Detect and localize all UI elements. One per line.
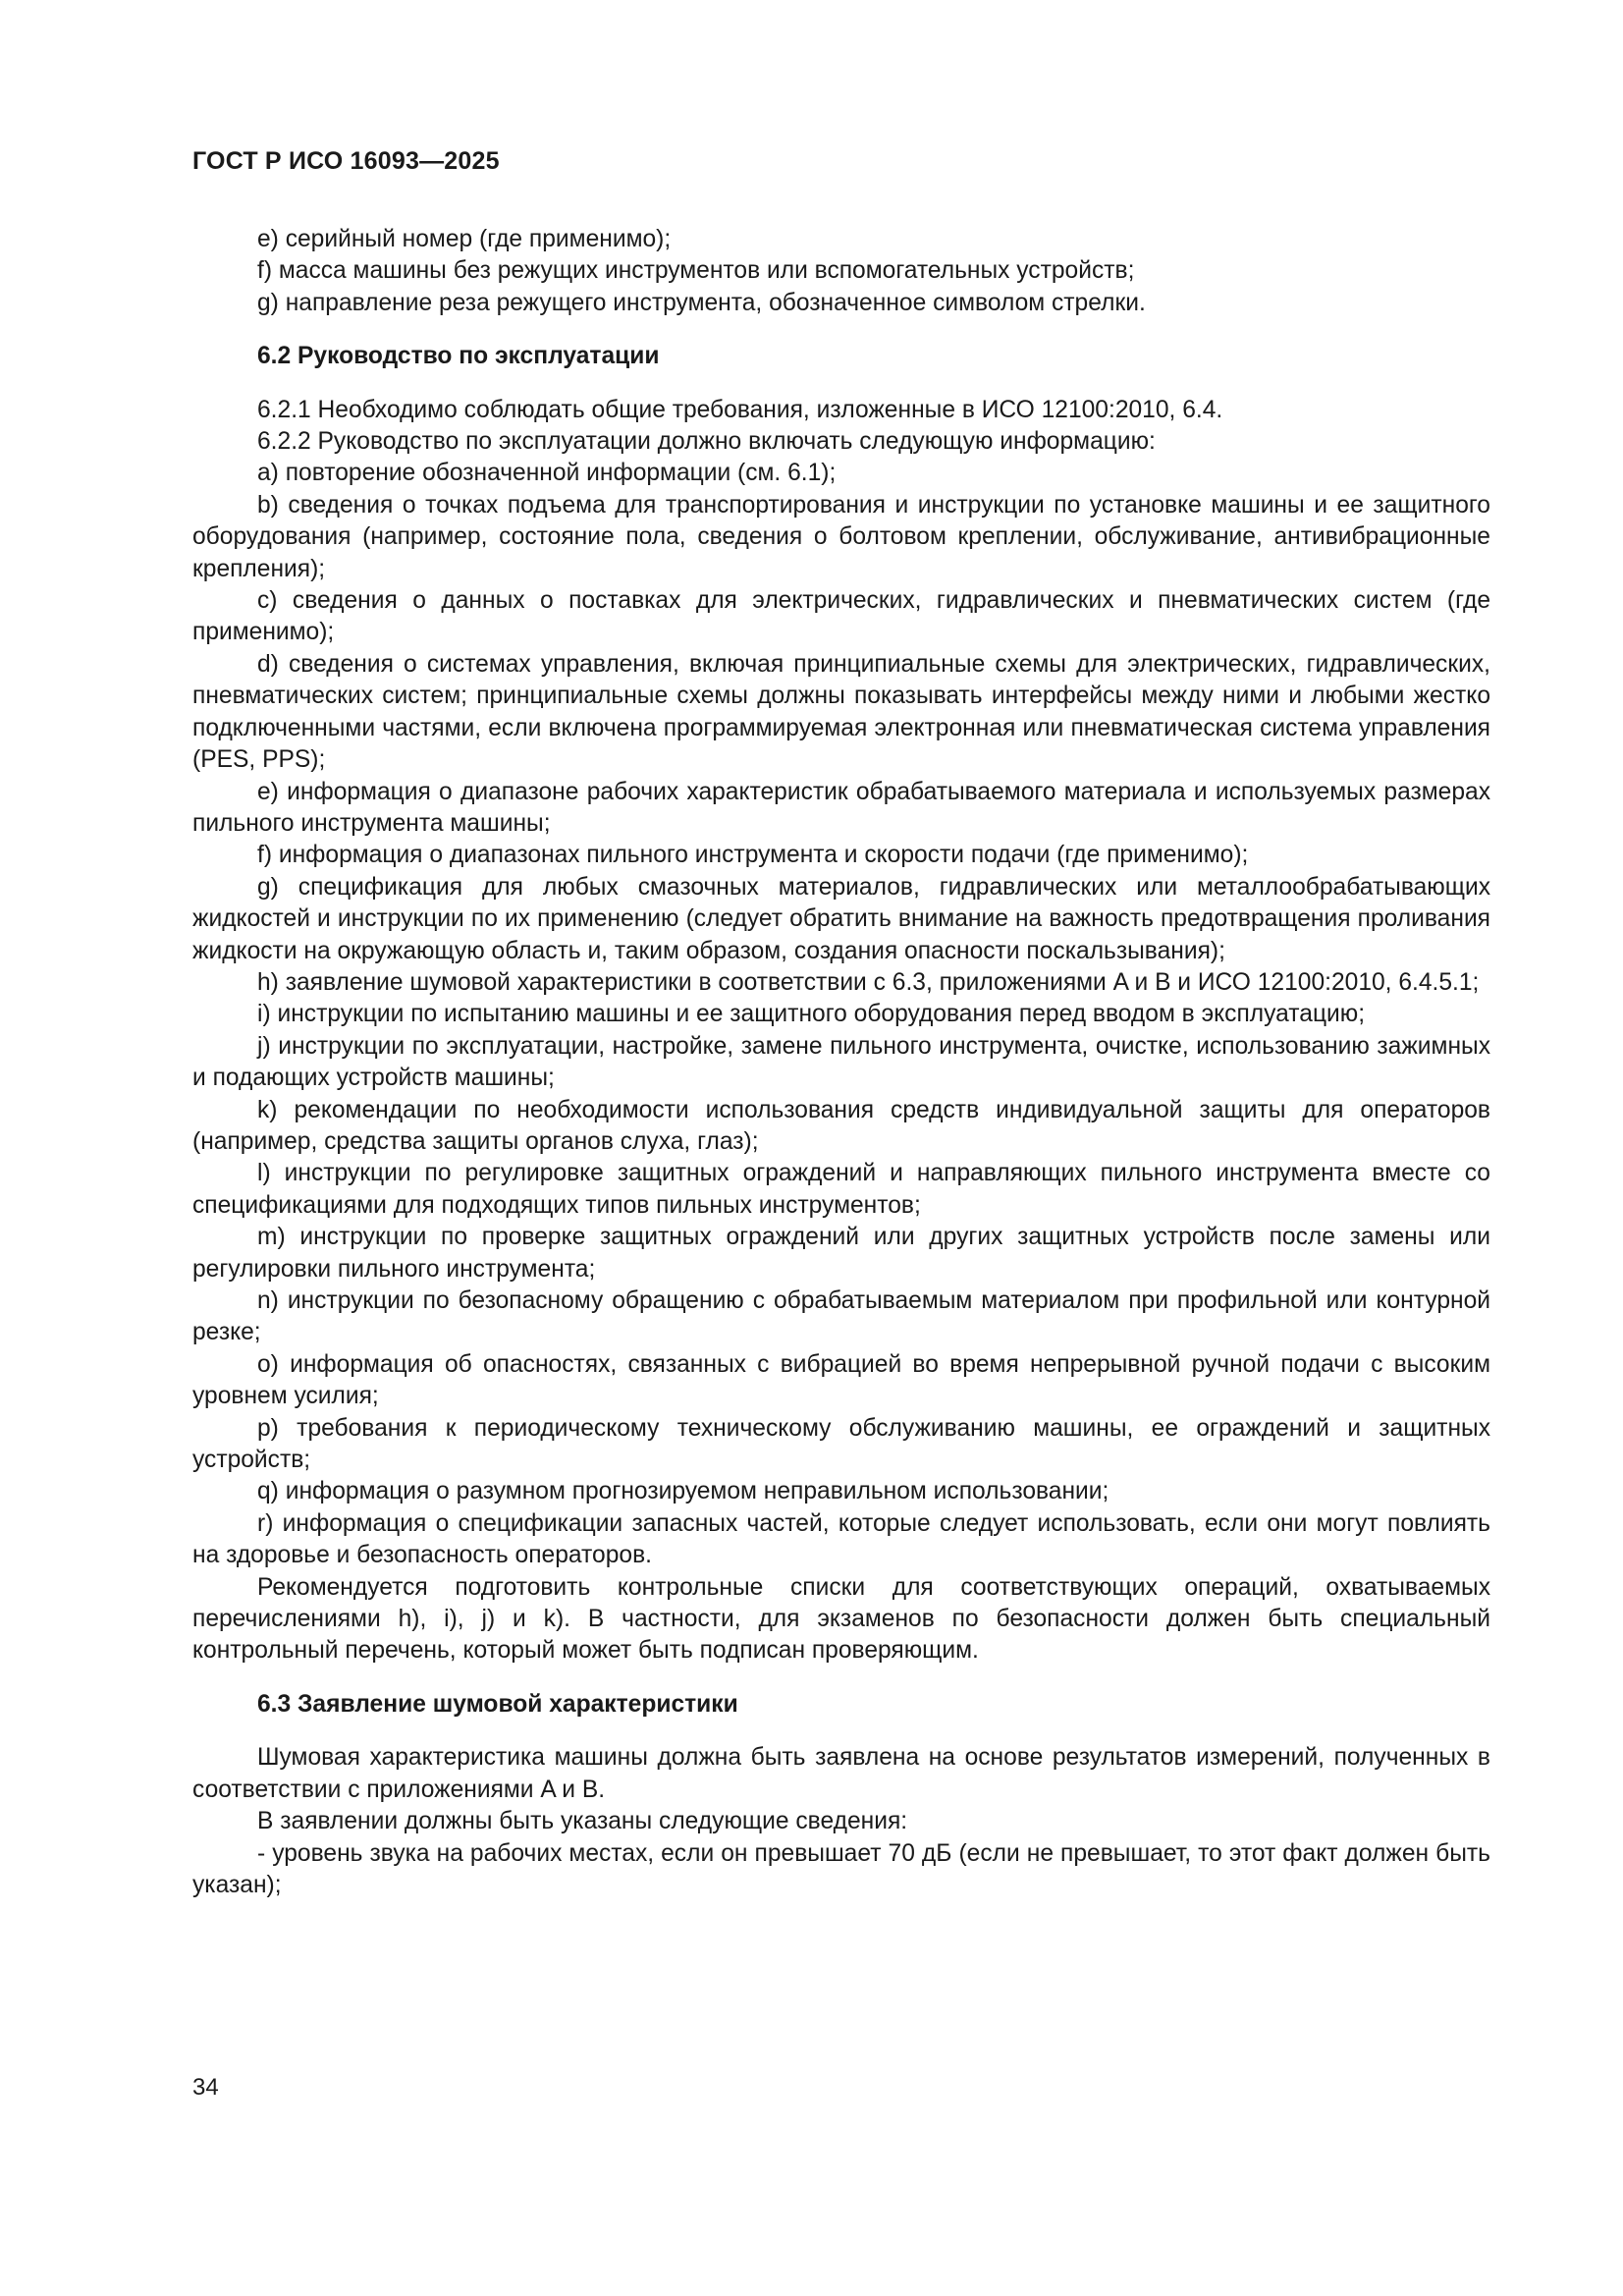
recommendation-paragraph: Рекомендуется подготовить контрольные списки для соответствующих операций, охватываемых перечислениями h), i), j) и k). В частности, для экзаменов по безопасности должен быть специальный контрольный перечень, который может быть подписан проверяющим.: [192, 1573, 1490, 1665]
paragraph-6-2-1: 6.2.1 Необходимо соблюдать общие требования, изложенные в ИСО 12100:2010, 6.4.: [257, 396, 1223, 423]
list-item-f-2: f) информация о диапазонах пильного инструмента и скорости подачи (где применимо);: [257, 842, 1249, 869]
list-item-d: d) сведения о системах управления, включая принципиальные схемы для электрических, гидравлических, пневматических систем; принципиальные схемы должны показывать интерфейсы между ними и любыми жестко подключенными частями, если включена программируемая электронная или пневматическая система управления (PES, PPS);: [192, 650, 1490, 774]
list-item-p: p) требования к периодическому техническому обслуживанию машины, ее ограждений и защитных устройств;: [192, 1414, 1490, 1474]
list-item-m: m) инструкции по проверке защитных ограждений или других защитных устройств после замены или регулировки пильного инструмента;: [192, 1224, 1490, 1283]
list-item-i: i) инструкции по испытанию машины и ее защитного оборудования перед вводом в эксплуатацию;: [257, 1001, 1366, 1028]
list-item-e: e) серийный номер (где применимо);: [257, 226, 672, 252]
list-item-f: f) масса машины без режущих инструментов или вспомогательных устройств;: [257, 257, 1135, 285]
list-item-n: n) инструкции по безопасному обращению с обрабатываемым материалом при профильной или контурной резке;: [192, 1287, 1490, 1346]
paragraph-6-3-info: В заявлении должны быть указаны следующие сведения:: [257, 1808, 908, 1835]
document-body: [192, 224, 1490, 1901]
section-heading-6-3: 6.3 Заявление шумовой характеристики: [257, 1690, 738, 1718]
section-heading-6-2: 6.2 Руководство по эксплуатации: [257, 343, 660, 370]
page-number: 34: [192, 2074, 219, 2101]
list-item-dash-1: - уровень звука на рабочих местах, если он превышает 70 дБ (если не превышает, то этот факт должен быть указан);: [192, 1839, 1490, 1898]
list-item-j: j) инструкции по эксплуатации, настройке, замене пильного инструмента, очистке, использованию зажимных и подающих устройств машины;: [192, 1032, 1490, 1092]
list-item-o: o) информация об опасностях, связанных с вибрацией во время непрерывной ручной подачи с высоким уровнем усилия;: [192, 1350, 1490, 1410]
list-item-r: r) информация о спецификации запасных частей, которые следует использовать, если они могут повлиять на здоровье и безопасность операторов.: [192, 1509, 1490, 1569]
list-item-g: g) направление реза режущего инструмента, обозначенное символом стрелки.: [257, 289, 1146, 316]
list-item-q: q) информация о разумном прогнозируемом неправильном использовании;: [257, 1478, 1109, 1505]
paragraph-6-2-2: 6.2.2 Руководство по эксплуатации должно включать следующую информацию:: [257, 428, 1156, 456]
paragraph-6-3-intro: Шумовая характеристика машины должна быть заявлена на основе результатов измерений, полученных в соответствии с приложениями A и B.: [192, 1744, 1490, 1803]
list-item-h: h) заявление шумовой характеристики в соответствии с 6.3, приложениями A и B и ИСО 12100:2010, 6.4.5.1;: [257, 968, 1480, 996]
list-item-k: k) рекомендации по необходимости использования средств индивидуальной защиты для операторов (например, средства защиты органов слуха, глаз);: [192, 1096, 1490, 1155]
document-code-header: ГОСТ Р ИСО 16093—2025: [192, 147, 500, 175]
list-item-g-2: g) спецификация для любых смазочных материалов, гидравлических или металлообрабатывающих жидкостей и инструкции по их применению (следует обратить внимание на важность предотвращения проливания жидкости на окружающую область и, таким образом, создания опасности поскальзывания);: [192, 873, 1490, 964]
list-item-l: l) инструкции по регулировке защитных ограждений и направляющих пильного инструмента вместе со спецификациями для подходящих типов пильных инструментов;: [192, 1160, 1490, 1219]
list-item-a: a) повторение обозначенной информации (см. 6.1);: [257, 460, 837, 487]
list-item-b: b) сведения о точках подъема для транспортирования и инструкции по установке машины и ее защитного оборудования (например, состояние пола, сведения о болтовом креплении, обслуживание, антивибрационные крепления);: [192, 491, 1490, 582]
list-item-e-2: e) информация о диапазоне рабочих характеристик обрабатываемого материала и используемых размерах пильного инструмента машины;: [192, 778, 1490, 837]
list-item-c: c) сведения о данных о поставках для электрических, гидравлических и пневматических систем (где применимо);: [192, 587, 1490, 646]
